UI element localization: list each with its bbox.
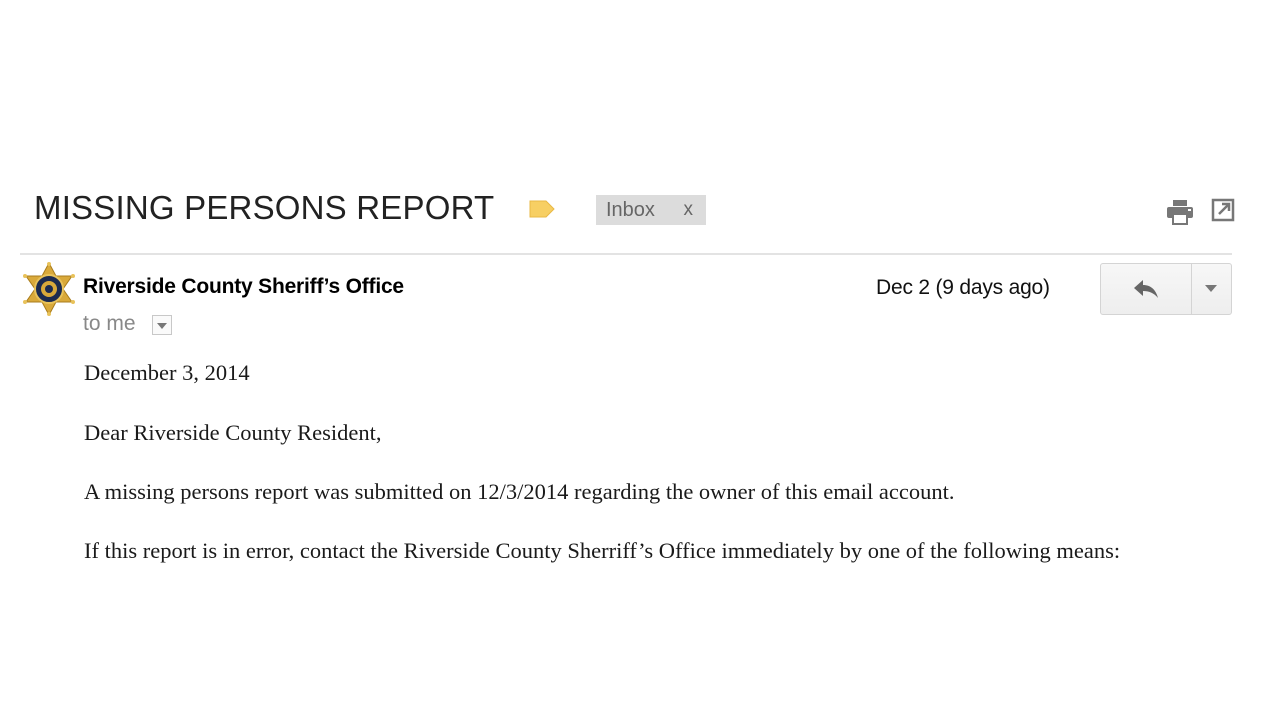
reply-button-group (1100, 263, 1232, 315)
dropdown-caret-icon (1205, 285, 1217, 292)
sender-name[interactable]: Riverside County Sheriff’s Office (83, 275, 404, 298)
body-paragraph-1: A missing persons report was submitted on 12/3/2014 regarding the owner of this email account. (84, 479, 955, 504)
sheriff-star-badge-icon (22, 262, 76, 316)
body-greeting: Dear Riverside County Resident, (84, 420, 382, 445)
reply-arrow-icon (1133, 279, 1159, 299)
header-divider (20, 253, 1232, 255)
reply-button[interactable] (1101, 264, 1192, 314)
body-date-line: December 3, 2014 (84, 360, 250, 385)
body-paragraph-2: If this report is in error, contact the Riverside County Sherriff’s Office immediately by one of the following means: (84, 538, 1121, 563)
label-tag-icon[interactable] (528, 199, 556, 219)
email-subject: MISSING PERSONS REPORT (34, 189, 495, 226)
subject-row (34, 186, 1246, 232)
inbox-label-chip[interactable] (596, 195, 706, 225)
new-window-icon[interactable] (1211, 198, 1235, 222)
email-date: Dec 2 (9 days ago) (876, 276, 1050, 299)
show-details-button[interactable] (152, 315, 172, 335)
recipient-text: to me (83, 312, 136, 335)
remove-label-button[interactable]: x (683, 199, 693, 220)
chevron-down-icon (157, 323, 167, 329)
print-icon[interactable] (1166, 199, 1194, 225)
inbox-label-text: Inbox (606, 199, 655, 221)
more-options-button[interactable] (1192, 264, 1231, 314)
